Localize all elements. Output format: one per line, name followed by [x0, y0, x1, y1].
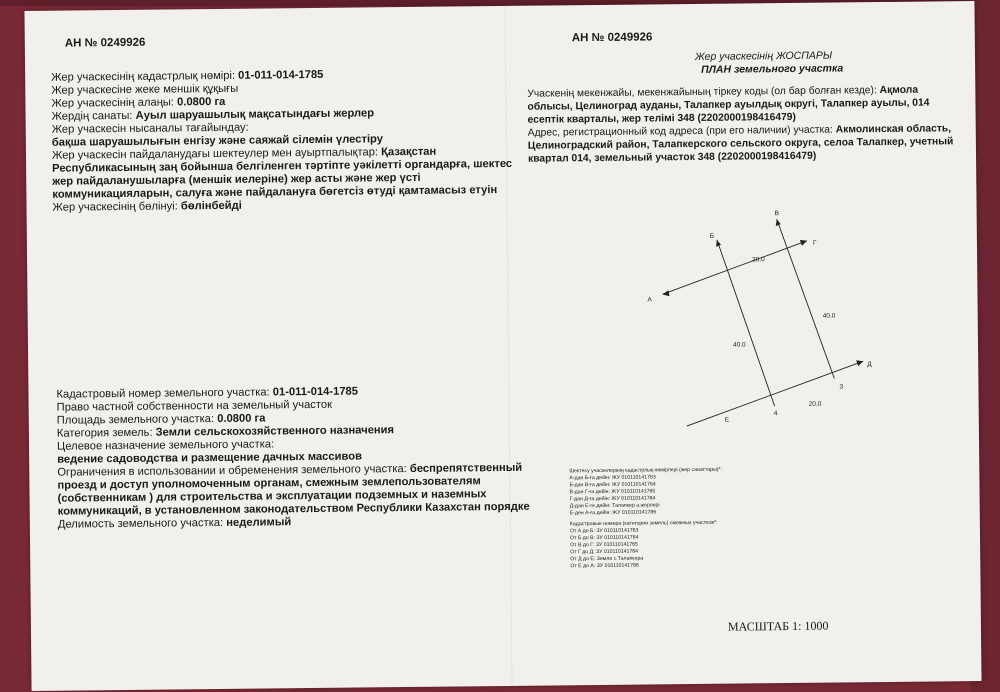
address-kz-label: Учаскенің мекенжайы, мекенжайының тіркеу коды (ол бар болған кезде): — [527, 85, 877, 100]
address-kz-line: облысы, Целиноград ауданы, Талапкер ауылдық округі, Талапкер ауылы, 014 — [527, 97, 930, 113]
kz-purpose-value: бақша шаруашылығын енгізу және саяжай сілемін үлестіру — [51, 133, 384, 149]
plan-title-ru: ПЛАН земельного участка — [701, 62, 844, 76]
adjacent-ru-item: От Д до Е: Земли с.Талапкера — [570, 555, 644, 563]
kz-divisibility-row — [52, 200, 241, 214]
plan-right-side — [777, 219, 835, 380]
label-v: В — [774, 210, 780, 218]
ru-area-row — [57, 412, 266, 426]
ru-divisibility-label: Делимость земельного участка: — [57, 516, 224, 531]
plan-left-side — [717, 239, 775, 407]
kz-restrictions-line: Республикасының заң бойынша белгіленген тәртіпте уәкілетті органдарға, шектес — [52, 157, 513, 175]
adjacent-kz-item: А-дан Б-ға дейін: ЖУ 010110141763 — [569, 474, 656, 482]
ru-cadastral-label: Кадастровый номер земельного участка: — [56, 386, 270, 401]
parcel-plan — [636, 192, 879, 435]
kz-cadastral-row — [51, 69, 323, 84]
arrow-d-icon — [856, 360, 863, 366]
arrow-a-icon — [662, 290, 669, 296]
scale-label: МАСШТАБ 1: 1000 — [727, 618, 829, 634]
ru-restrictions-line: беспрепятственный — [409, 461, 523, 475]
adjacent-kz-item: Г-дан Д-ға дейін: ЖУ 010110141784 — [569, 495, 656, 503]
label-g: Г — [812, 239, 817, 247]
kz-restrictions-line: жер пайдаланушыларға (меншік иелеріне) жер асты және жер үсті — [52, 171, 421, 188]
label-a: А — [647, 296, 652, 304]
adjacent-ru-item: От А до Б: ЗУ 010110141763 — [569, 527, 639, 535]
address-ru-line: Акмолинская область, — [835, 123, 952, 136]
dim-right: 40.0 — [822, 312, 836, 320]
page-fold — [504, 6, 512, 686]
ru-restrictions-label: Ограничения в использовании и обременения земельного участка: — [57, 463, 407, 479]
ru-cadastral-value: 01-011-014-1785 — [272, 385, 359, 399]
arrow-v-icon — [776, 219, 781, 226]
plan-title-kz: Жер учаскесінің ЖОСПАРЫ — [694, 49, 833, 63]
address-ru-line: квартал 014, земельный участок 348 (2202000198416479) — [527, 150, 817, 165]
address-ru-line: Целиноградский район, Талапкерского сельского округа, селоа Талапкер, учетный — [527, 136, 954, 152]
dim-top: 20.0 — [752, 256, 765, 264]
ru-area-value: 0.0800 га — [217, 412, 266, 425]
kz-cadastral-label: Жер учаскесінің кадастрлық нөмірі: — [51, 69, 236, 84]
adjacent-kz-item: Д-дан Е-ге дейін: Талапкер а.жерлері — [569, 502, 660, 510]
ru-category-row — [57, 424, 394, 440]
right-doc-number: АН № 0249926 — [571, 31, 653, 45]
adjacent-ru-item: От В до Г: ЗУ 010110141765 — [570, 541, 638, 549]
kz-category-value: Ауыл шаруашылық мақсатындағы жерлер — [135, 107, 375, 122]
dim-left: 40.0 — [732, 341, 746, 349]
plan-top-line — [662, 241, 808, 295]
kz-category-row — [52, 107, 375, 122]
arrow-g-icon — [800, 240, 807, 246]
adjacent-ru-item: От Г до Д: ЗУ 010110141784 — [570, 548, 639, 556]
ru-category-label: Категория земель: — [56, 426, 153, 440]
adjacent-kz-title: Шектесу учаскелерінің кадастрлық нөмірлері (жер санаттары)*: — [569, 466, 723, 475]
label-e: Е — [724, 416, 730, 424]
kz-restrictions-line: Қазақстан — [381, 145, 437, 159]
left-doc-number: АН № 0249926 — [64, 36, 146, 50]
address-kz-line: есептік кварталы, жер телімі 348 (2202000198416479) — [527, 111, 796, 126]
corner-4: 4 — [773, 410, 778, 418]
adjacent-kz-item: Е-ден А-ға дейін: ЖУ 010110141786 — [569, 509, 657, 517]
ru-area-label: Площадь земельного участка: — [56, 413, 215, 427]
ru-purpose-value: ведение садоводства и размещение дачных массивов — [57, 450, 362, 466]
kz-divisibility-value: бөлінбейді — [180, 199, 242, 213]
ru-restrictions-line: (собственникам ) для строительства и эксплуатации подземных и наземных — [57, 488, 487, 505]
kz-right-label: Жер учаскесіне жеке меншік құқығы — [51, 82, 239, 97]
kz-area-value: 0.0800 га — [177, 95, 226, 109]
ru-divisibility-row — [58, 516, 292, 530]
ru-divisibility-value: неделимый — [226, 516, 292, 529]
document-sheet — [24, 1, 981, 691]
ru-right-label: Право частной собственности на земельный участок — [56, 398, 333, 414]
kz-cadastral-value: 01-011-014-1785 — [238, 68, 324, 82]
ru-purpose-label: Целевое назначение земельного участка: — [56, 438, 275, 453]
kz-divisibility-label: Жер учаскесінің бөлінуі: — [52, 200, 178, 214]
ru-restrictions-line: коммуникаций, в установленном законодательством Республики Казахстан порядке — [57, 500, 530, 518]
kz-category-label: Жердің санаты: — [51, 109, 133, 123]
kz-purpose-label: Жер учаскесін нысаналы тағайындау: — [51, 121, 249, 136]
ru-restrictions-line: проезд и доступ уполномоченным органам, смежным землепользователям — [57, 475, 481, 492]
ru-category-value: Земли сельскохозяйственного назначения — [155, 424, 395, 439]
label-b: Б — [709, 232, 715, 240]
adjacent-ru-item: От Е до А: ЗУ 010110141786 — [570, 562, 639, 570]
address-ru-label: Адрес, регистрационный код адреса (при его наличии) участка: — [527, 124, 833, 139]
adjacent-kz-item: Б-дан В-ға дейін: ЖУ 010110141764 — [569, 481, 656, 489]
adjacent-kz-item: В-дан Г-ға дейін: ЖУ 010110141765 — [569, 488, 656, 496]
arrow-b-icon — [716, 240, 721, 247]
kz-restrictions-line: коммуникацияларын, салуға және пайдалануға бөгетсіз өтуді қамтамасыз етуін — [52, 184, 498, 201]
label-d: Д — [867, 361, 872, 369]
corner-3: 3 — [839, 383, 844, 391]
kz-restrictions-label: Жер учаскесін пайдаланудағы шектеулер мен ауыртпалықтар: — [51, 146, 379, 162]
dim-bottom: 20.0 — [808, 400, 822, 408]
kz-area-label: Жер учаскесінің алаңы: — [51, 96, 175, 110]
adjacent-ru-item: От Б до В: ЗУ 010110141764 — [569, 534, 639, 542]
kz-area-row — [51, 96, 225, 110]
adjacent-ru-title: Кадастровые номера (категории земель) смежных участков*: — [569, 519, 718, 528]
address-kz-line: Ақмола — [879, 84, 919, 97]
